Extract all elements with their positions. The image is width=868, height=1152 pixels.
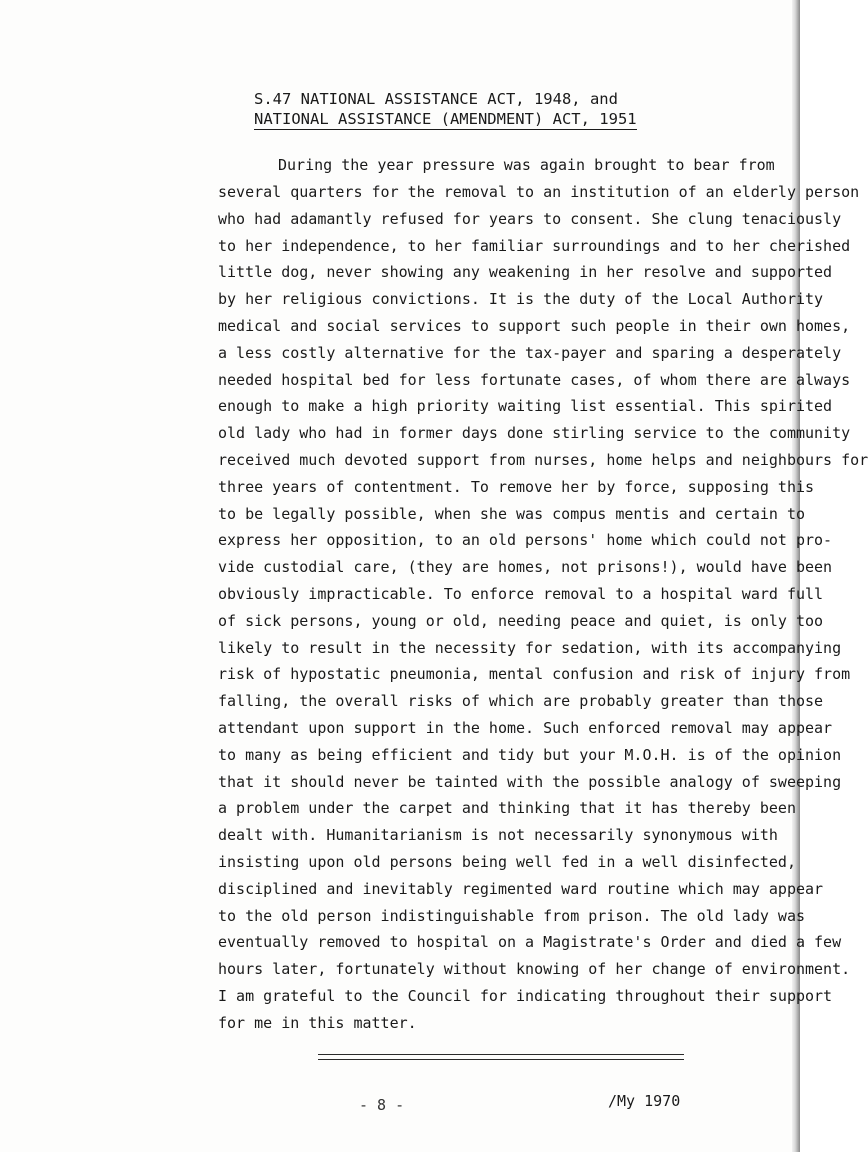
paragraph-line: insisting upon old persons being well fed in a well disinfected, — [218, 852, 796, 871]
heading-line-1: S.47 NATIONAL ASSISTANCE ACT, 1948, and — [254, 90, 618, 108]
paragraph-body — [218, 179, 868, 1037]
paragraph-line: a less costly alternative for the tax-payer and sparing a desperately — [218, 343, 842, 362]
paragraph-first-line — [278, 152, 798, 179]
paragraph-line: a problem under the carpet and thinking that it has thereby been — [218, 799, 796, 818]
page-number: - 8 - — [359, 1096, 405, 1114]
paragraph-line: likely to result in the necessity for sedation, with its accompanying — [218, 638, 842, 657]
heading-line-2: NATIONAL ASSISTANCE (AMENDMENT) ACT, 1951 — [254, 110, 637, 128]
paragraph-line: falling, the overall risks of which are probably greater than those — [218, 692, 824, 711]
catchword: /My 1970 — [608, 1092, 681, 1110]
paragraph-line: of sick persons, young or old, needing peace and quiet, is only too — [218, 611, 824, 630]
paragraph-line: During the year pressure was again brought to bear from — [278, 156, 775, 174]
paragraph-line: little dog, never showing any weakening in her resolve and supported — [218, 263, 833, 282]
paragraph-line: risk of hypostatic pneumonia, mental confusion and risk of injury from — [218, 665, 851, 684]
paragraph-line: obviously impracticable. To enforce removal to a hospital ward full — [218, 584, 824, 603]
paragraph-line: disciplined and inevitably regimented ward routine which may appear — [218, 879, 824, 898]
paragraph-line: vide custodial care, (they are homes, not prisons!), would have been — [218, 558, 833, 577]
section-heading — [254, 89, 637, 130]
paragraph-line: hours later, fortunately without knowing of her change of environment. — [218, 960, 851, 979]
paragraph-line: dealt with. Humanitarianism is not necessarily synonymous with — [218, 826, 778, 845]
paragraph-line: to the old person indistinguishable from prison. The old lady was — [218, 906, 805, 925]
paragraph-line: to her independence, to her familiar surroundings and to her cherished — [218, 236, 851, 255]
paragraph-line: old lady who had in former days done stirling service to the community — [218, 424, 851, 443]
paragraph-line: received much devoted support from nurses, home helps and neighbours for — [218, 450, 868, 469]
paragraph-line: needed hospital bed for less fortunate cases, of whom there are always — [218, 370, 851, 389]
paragraph-line: several quarters for the removal to an institution of an elderly person — [218, 183, 860, 201]
paragraph-line: medical and social services to support such people in their own homes, — [218, 316, 851, 335]
paragraph-line: to be legally possible, when she was compus mentis and certain to — [218, 504, 805, 523]
section-divider-bottom — [318, 1059, 684, 1060]
paragraph-line: enough to make a high priority waiting list essential. This spirited — [218, 397, 833, 416]
paragraph-line: express her opposition, to an old persons' home which could not pro- — [218, 531, 833, 550]
paragraph-line: who had adamantly refused for years to consent. She clung tenaciously — [218, 209, 842, 228]
paragraph-line: for me in this matter. — [218, 1013, 417, 1032]
paragraph-line: I am grateful to the Council for indicating throughout their support — [218, 986, 833, 1005]
section-divider-top — [318, 1054, 684, 1055]
paragraph-line: attendant upon support in the home. Such enforced removal may appear — [218, 718, 833, 737]
paragraph-line: eventually removed to hospital on a Magistrate's Order and died a few — [218, 933, 842, 952]
paragraph-line: to many as being efficient and tidy but your M.O.H. is of the opinion — [218, 745, 842, 764]
paragraph-line: three years of contentment. To remove her by force, supposing this — [218, 477, 815, 496]
paragraph-line: by her religious convictions. It is the duty of the Local Authority — [218, 290, 824, 309]
paragraph-line: that it should never be tainted with the possible analogy of sweeping — [218, 772, 842, 791]
